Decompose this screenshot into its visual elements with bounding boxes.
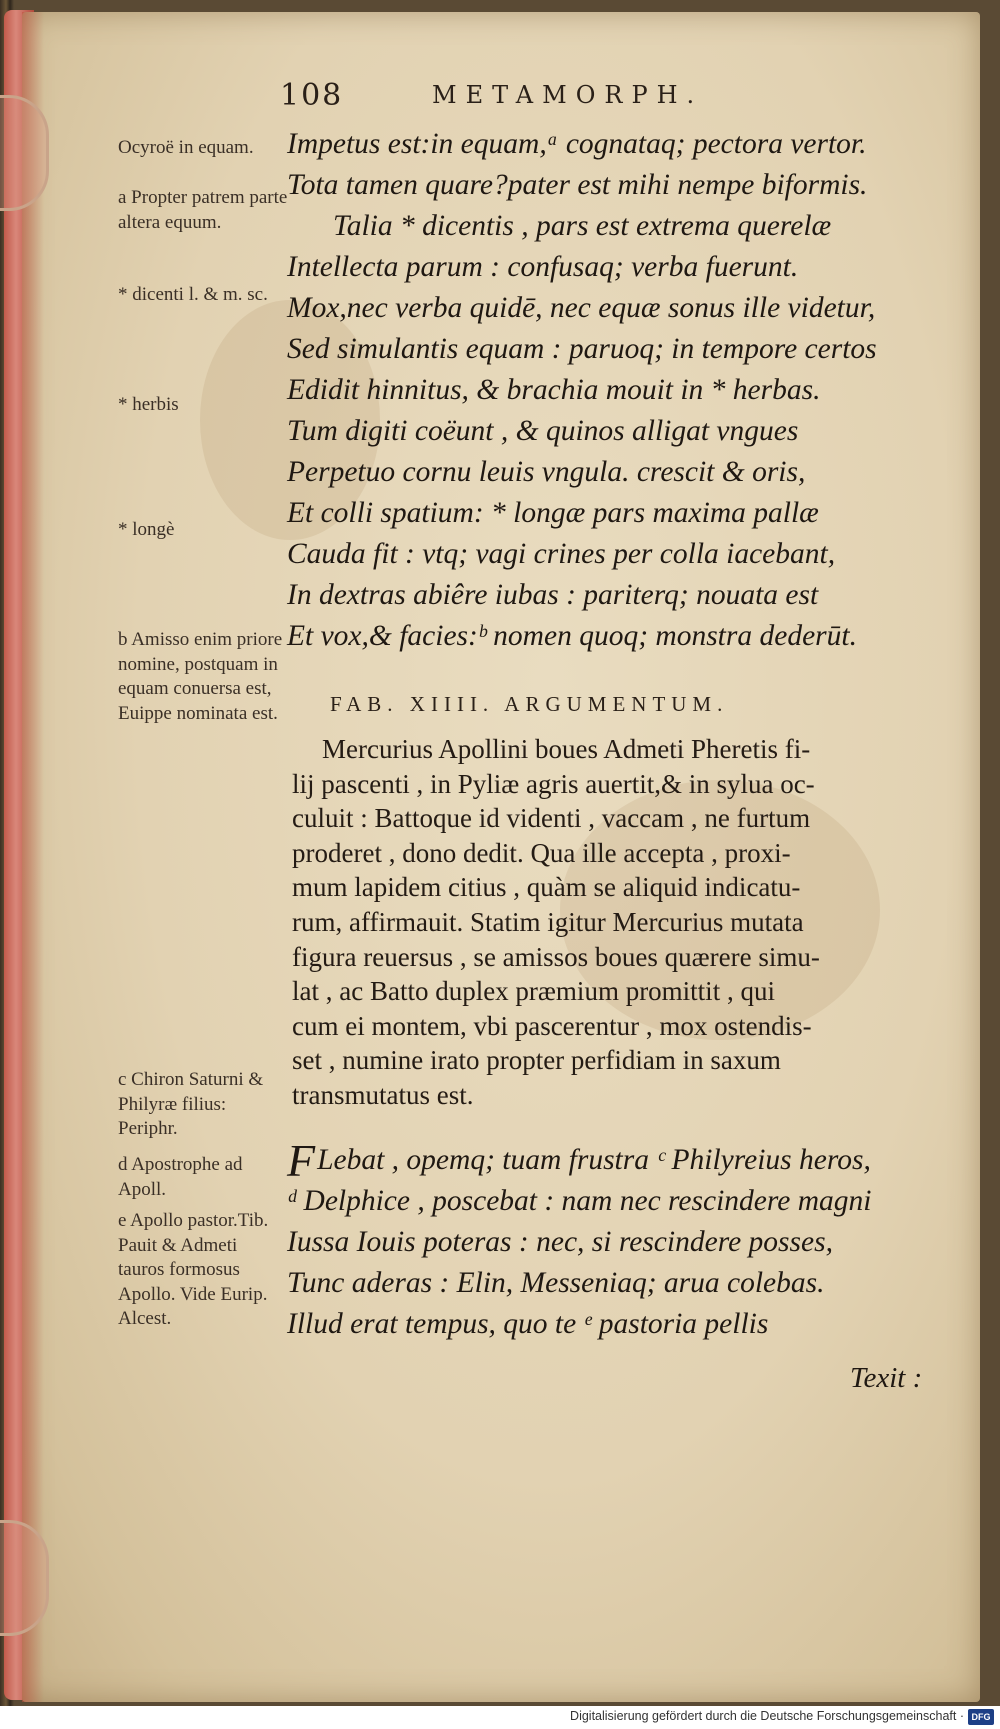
prose-line: culuit : Battoque id videnti , vaccam , ne furtum xyxy=(292,803,811,834)
verse-line: Et colli spatium: * longæ pars maxima pallæ xyxy=(287,497,819,529)
margin-note: e Apollo pastor.Tib. Pauit & Admeti tauros formosus Apollo. Vide Eurip. Alcest. xyxy=(118,1210,269,1329)
margin-note: * herbis xyxy=(118,394,179,415)
margin-note: c Chiron Saturni & Philyræ filius: Periphr. xyxy=(118,1069,264,1139)
argument-prose xyxy=(292,732,960,1113)
verse-line: In dextras abiêre iubas : pariterq; nouata est xyxy=(287,579,819,611)
verse-line: ᵈ Delphice , poscebat : nam nec rescindere magni xyxy=(287,1185,872,1217)
funding-credit: Digitalisierung gefördert durch die Deutsche Forschungsgemeinschaft · xyxy=(570,1709,964,1723)
prose-line: lat , ac Batto duplex præmium promittit , qui xyxy=(292,976,775,1007)
prose-line: rum, affirmauit. Statim igitur Mercurius mutata xyxy=(292,906,804,937)
running-title: METAMORPH. xyxy=(432,81,704,109)
page-red-edge xyxy=(22,12,44,1702)
catchword: Texit : xyxy=(850,1362,923,1394)
footer-bar xyxy=(0,1706,1000,1729)
prose-line: set , numine irato propter perfidiam in saxum xyxy=(292,1045,781,1076)
page-number: 108 xyxy=(280,78,344,113)
verse-line xyxy=(287,1135,967,1186)
margin-note: a Propter patrem parte altera equum. xyxy=(118,187,288,233)
margin-note: d Apostrophe ad Apoll. xyxy=(118,1154,243,1200)
running-head xyxy=(280,78,800,118)
prose-line: figura reuersus , se amissos boues quærere simu- xyxy=(292,941,820,972)
drop-capital: F xyxy=(287,1135,316,1186)
verse-line: Cauda fit : vtq; vagi crines per colla iacebant, xyxy=(287,538,836,570)
fable-heading: FAB. XIIII. ARGUMENTUM. xyxy=(330,692,729,716)
verse-line: Illud erat tempus, quo te ᵉ pastoria pellis xyxy=(287,1308,769,1340)
verse-line: Mox,nec verba quidē, nec equæ sonus ille videtur, xyxy=(287,292,876,324)
verse-line: Edidit hinnitus, & brachia mouit in * herbas. xyxy=(287,374,821,406)
verse-line-text: Lebat , opemq; tuam frustra ᶜ Philyreius heros, xyxy=(317,1144,871,1176)
prose-line: proderet , dono dedit. Qua ille accepta , proxi- xyxy=(292,837,791,868)
prose-line: lij pascenti , in Pyliæ agris auertit,& in sylua oc- xyxy=(292,768,815,799)
verse-line: Sed simulantis equam : paruoq; in tempore certos xyxy=(287,333,877,365)
prose-line: mum lapidem citius , quàm se aliquid indicatu- xyxy=(292,872,801,903)
verse-line: Iussa Iouis poteras : nec, si rescindere posses, xyxy=(287,1226,833,1258)
verse-line: Perpetuo cornu leuis vngula. crescit & oris, xyxy=(287,456,806,488)
prose-line: cum ei montem, vbi pascerentur , mox ostendis- xyxy=(292,1010,812,1041)
margin-note: Ocyroë in equam. xyxy=(118,137,254,158)
prose-line: transmutatus est. xyxy=(292,1079,474,1110)
verse-line: Et vox,& facies:ᵇ nomen quoq; monstra dederūt. xyxy=(287,620,857,652)
prose-line: Mercurius Apollini boues Admeti Pheretis fi- xyxy=(322,734,811,764)
margin-note: b Amisso enim priore nomine, postquam in equam conuersa est, Euippe nominata est. xyxy=(118,629,283,724)
verse-block-1 xyxy=(287,124,967,657)
dfg-logo-icon: DFG xyxy=(968,1709,994,1725)
verse-block-2 xyxy=(287,1135,967,1345)
clasp-ring-top xyxy=(0,95,49,211)
margin-note: * dicenti l. & m. sc. xyxy=(118,284,268,305)
verse-line: Talia * dicentis , pars est extrema querelæ xyxy=(333,210,832,242)
clasp-ring-bottom xyxy=(0,1520,49,1636)
verse-line: Tota tamen quare?pater est mihi nempe biformis. xyxy=(287,169,868,201)
verse-line: Intellecta parum : confusaq; verba fuerunt. xyxy=(287,251,799,283)
verse-line: Tum digiti coëunt , & quinos alligat vngues xyxy=(287,415,799,447)
margin-note: * longè xyxy=(118,519,175,540)
verse-line: Tunc aderas : Elin, Messeniaq; arua colebas. xyxy=(287,1267,825,1299)
verse-line: Impetus est:in equam,ᵃ cognataq; pectora vertor. xyxy=(287,128,867,160)
